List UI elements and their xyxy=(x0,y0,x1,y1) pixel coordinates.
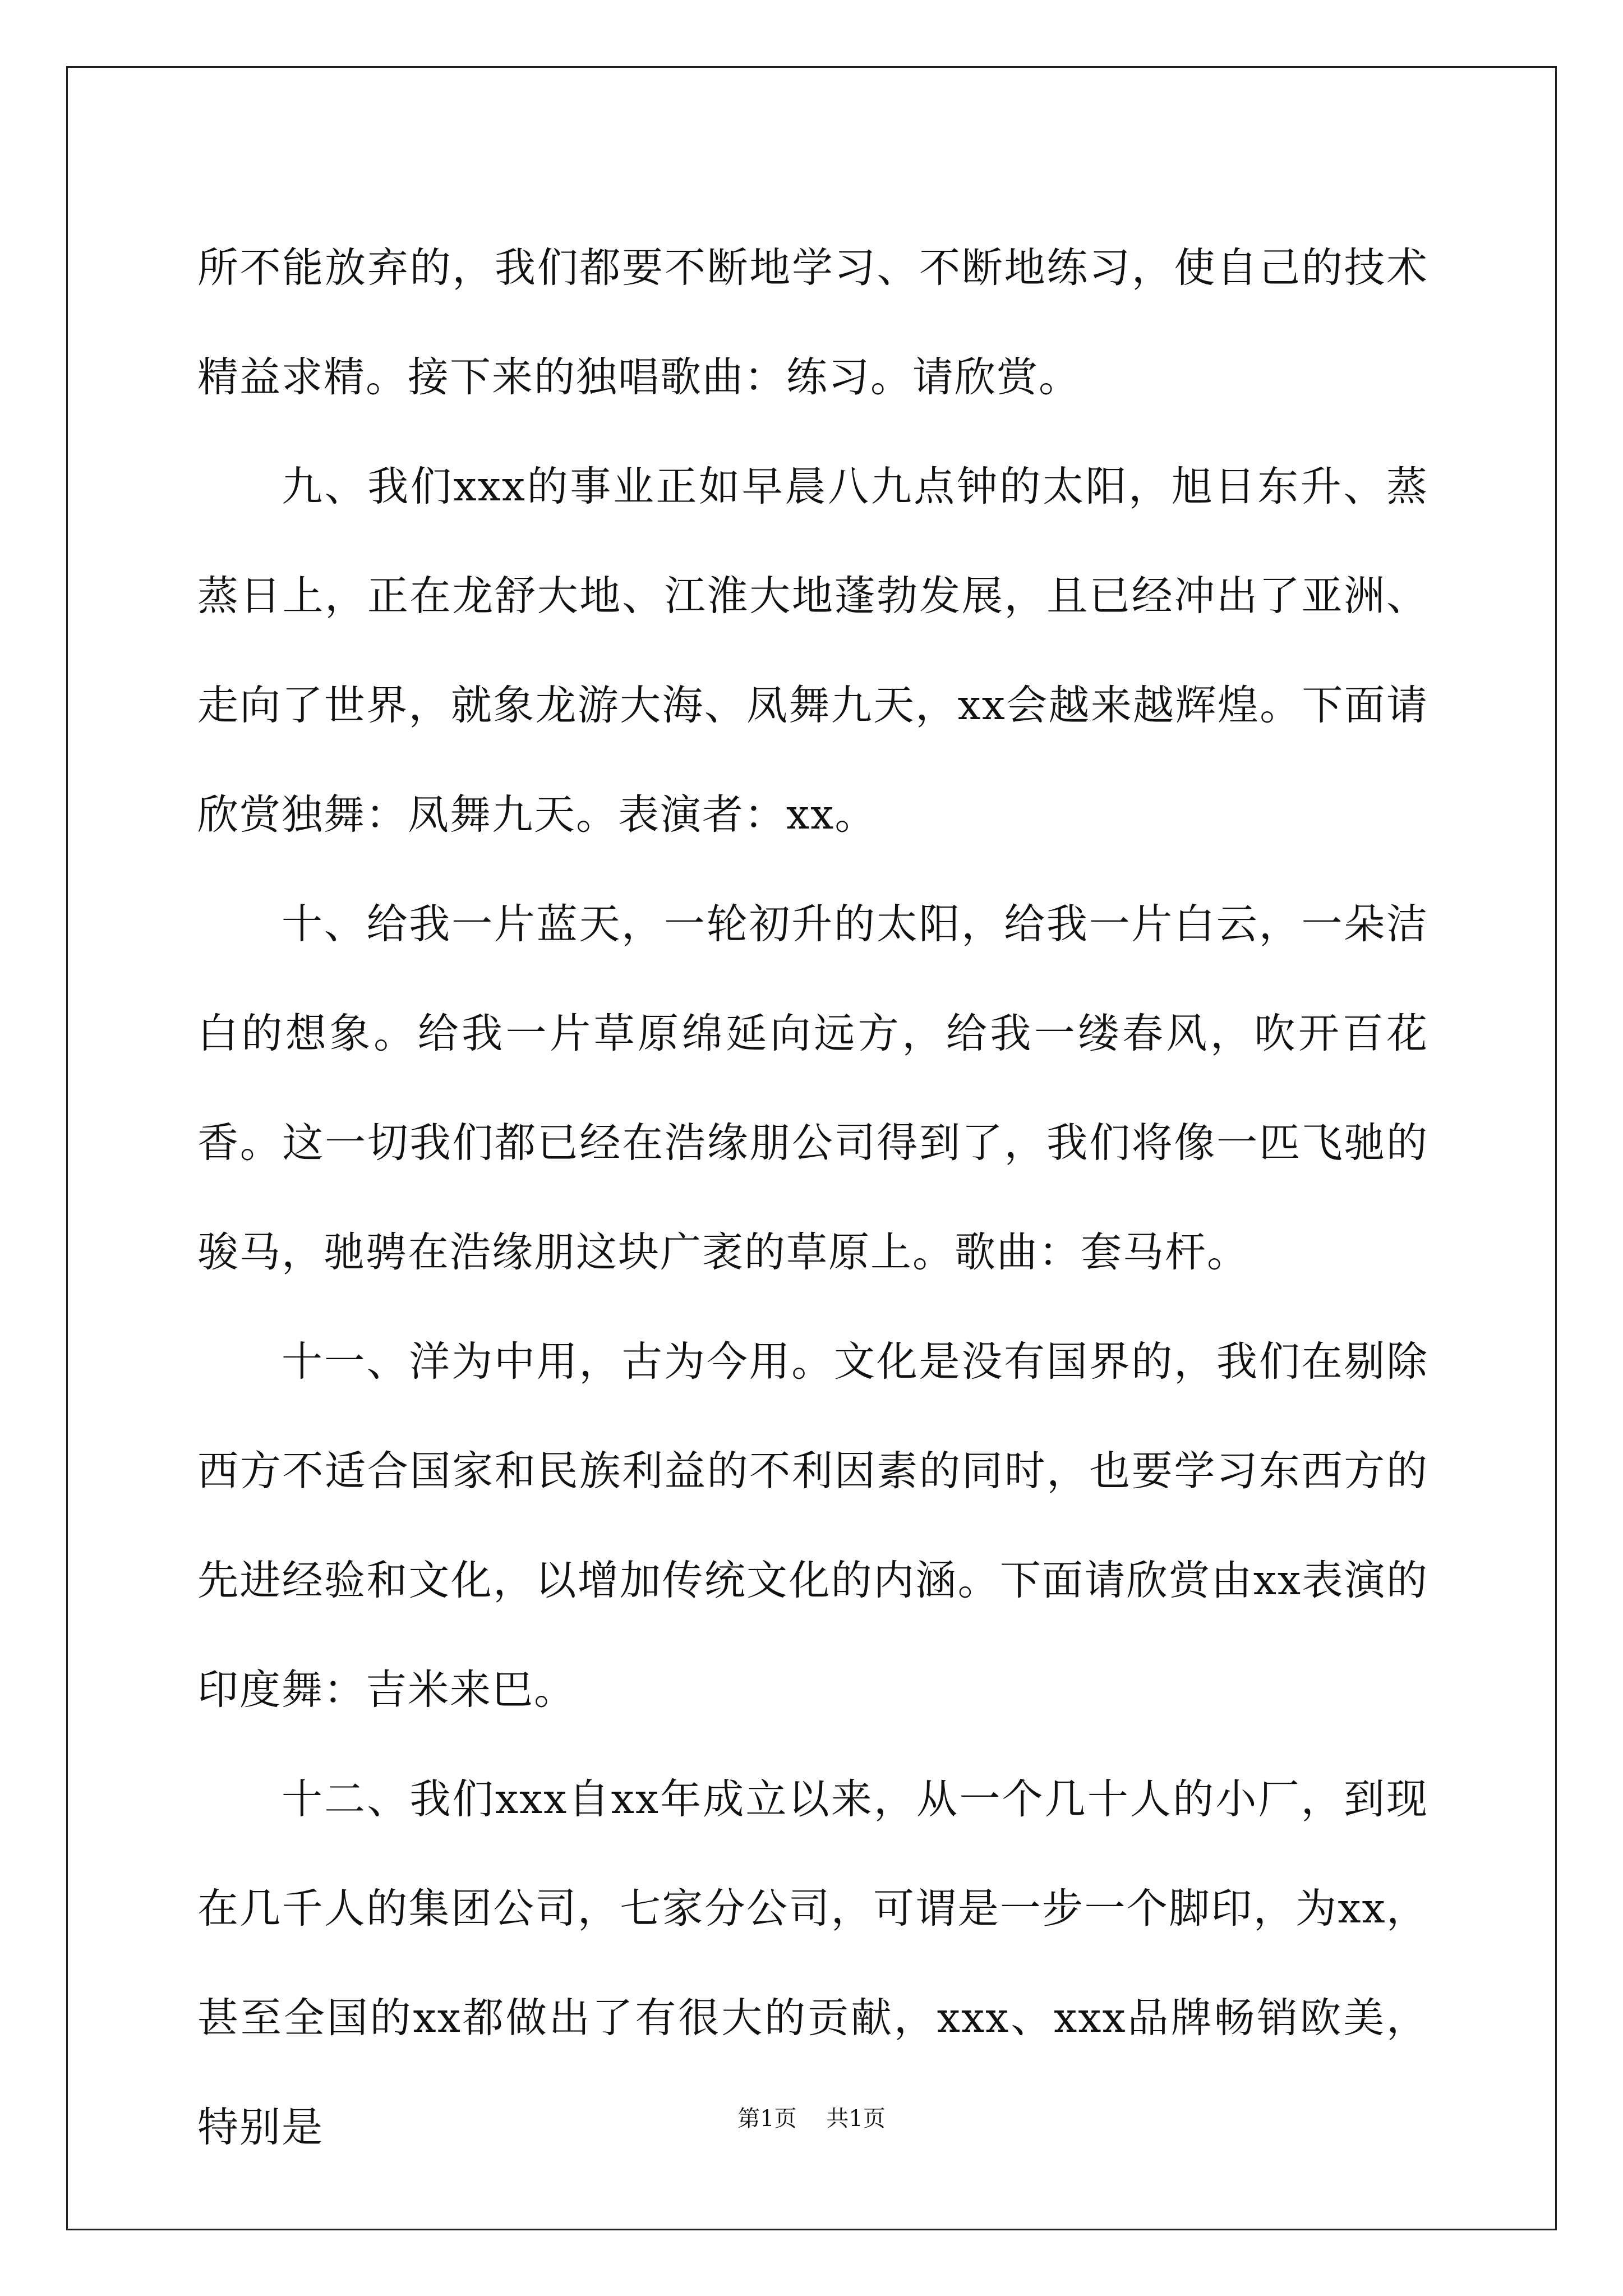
paragraph: 十一、洋为中用，古为今用。文化是没有国界的，我们在剔除西方不适合国家和民族利益的不利因素的同时，也要学习东西方的先进经验和文化，以增加传统文化的内涵。下面请欣赏由xx表演的印度舞：吉米来巴。 xyxy=(197,1338,1428,1714)
paragraph: 所不能放弃的，我们都要不断地学习、不断地练习，使自己的技术精益求精。接下来的独唱歌曲：练习。请欣赏。 xyxy=(197,244,1428,401)
page-count: 共1页 xyxy=(826,2106,886,2132)
page-number: 第1页 xyxy=(737,2106,797,2132)
paragraph: 十、给我一片蓝天，一轮初升的太阳，给我一片白云，一朵洁白的想象。给我一片草原绵延向远方，给我一缕春风，吹开百花香。这一切我们都已经在浩缘朋公司得到了，我们将像一匹飞驰的骏马，驰骋在浩缘朋这块广袤的草原上。歌曲：套马杆。 xyxy=(197,900,1428,1276)
paragraph: 九、我们xxx的事业正如早晨八九点钟的太阳，旭日东升、蒸蒸日上，正在龙舒大地、江淮大地蓬勃发展，且已经冲出了亚洲、走向了世界，就象龙游大海、凤舞九天，xx会越来越辉煌。下面请欣赏独舞：凤舞九天。表演者：xx。 xyxy=(197,463,1428,839)
document-body xyxy=(197,213,1428,2182)
paragraph: 十二、我们xxx自xx年成立以来，从一个几十人的小厂，到现在几千人的集团公司，七家分公司，可谓是一步一个脚印，为xx，甚至全国的xx都做出了有很大的贡献，xxx、xxx品牌畅销欧美，特别是 xyxy=(197,1775,1428,2151)
page-footer xyxy=(0,2105,1623,2133)
